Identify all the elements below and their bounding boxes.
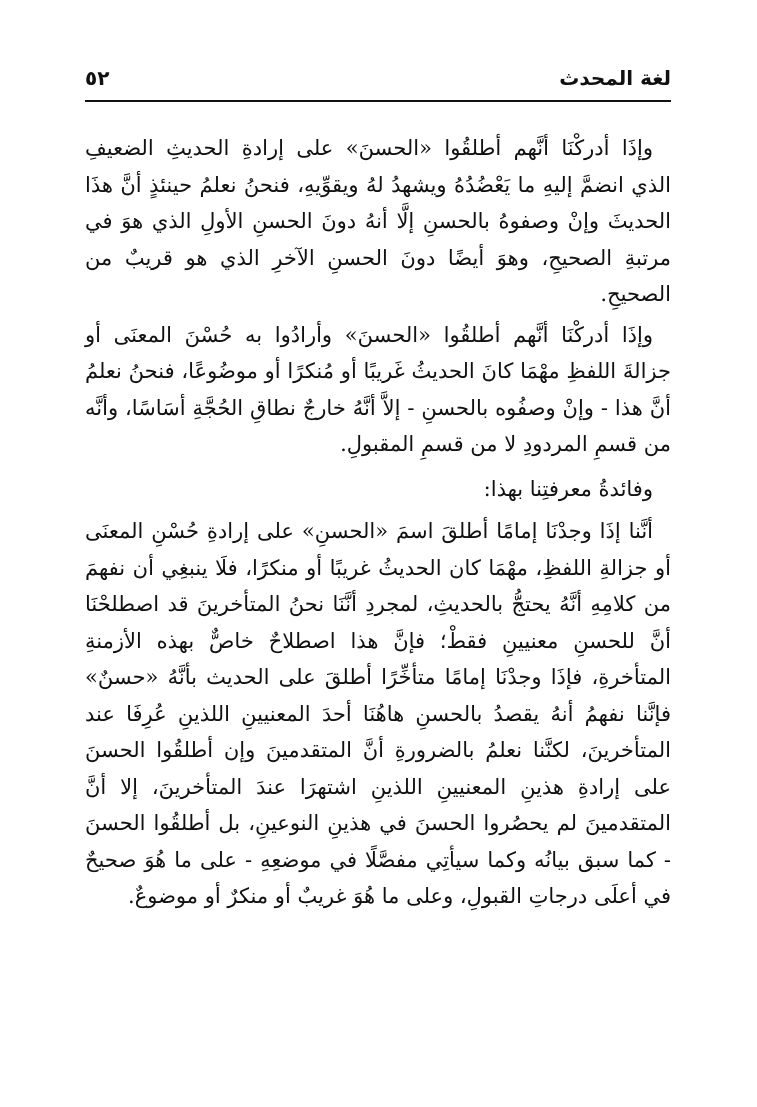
page-header	[85, 60, 671, 96]
paragraph: وإذَا أدركْنَا أنَّهم أطلقُوا «الحسنَ» وأرادُوا به حُسْنَ المعنَى أو جزالةَ اللفظِ مهْمَا كانَ الحديثُ غَريبًا أو مُنكرًا أو موضُوعًا، فنحنُ نعلمُ أنَّ هذا - وإنْ وصفُوه بالحسنِ - إلاَّ أنَّهُ خارجٌ نطاقِ الحُجَّةِ أسَاسًا، وأنَّه من قسمِ المردودِ لا من قسمِ المقبولِ.	[85, 322, 671, 456]
paragraph-lead-in: وفائدةُ معرفتِنا بهذا:	[483, 476, 653, 501]
paragraph: وإذَا أدركْنَا أنَّهم أطلقُوا «الحسنَ» على إرادةِ الحديثِ الضعيفِ الذي انضمَّ إليهِ ما يَعْضُدُهُ ويشهدُ لهُ ويقوِّيهِ، فنحنُ نعلمُ حينئذٍ أنَّ هذَا الحديثَ وإنْ وصفوهُ بالحسنِ إلَّا أنهُ دونَ الحسنِ الأولِ الذي هوَ في مرتبةِ الصحيحِ، وهوَ أيضًا دونَ الحسنِ الآخرِ الذي هو قريبٌ من الصحيحِ.	[85, 136, 671, 306]
page-body	[85, 130, 671, 915]
page-number: ٥٢	[85, 66, 110, 90]
header-rule	[85, 100, 671, 102]
paragraph: أنَّنا إذَا وجدْنَا إمامًا أطلقَ اسمَ «الحسنِ» على إرادةِ حُسْنِ المعنَى أو جزالةِ اللفظِ، مهْمَا كان الحديثُ غريبًا أو منكرًا، فلَا ينبغِي أن نفهمَ من كلامِهِ أنَّهُ يحتجُّ بالحديثِ، لمجردِ أنَّنَا نحنُ المتأخرينَ قد اصطلحْنَا أنَّ للحسنِ معنيينِ فقطْ؛ فإنَّ هذا اصطلاحٌ خاصٌّ بهذه الأزمنةِ المتأخرةِ، فإذَا وجدْنَا إمامًا متأخِّرًا أطلقَ على الحديث بأنَّهُ «حسنٌ» فإنَّنا نفهمُ أنهُ يقصدُ بالحسنِ هاهُنَا أحدَ المعنيينِ اللذينِ عُرِفَا عند المتأخرينَ، لكنَّنا نعلمُ بالضرورةِ أنَّ المتقدمينَ وإن أطلقُوا الحسنَ على إرادةِ هذينِ المعنيينِ اللذينِ اشتهرَا عندَ المتأخرينَ، إلا أنَّ المتقدمينَ لم يحصُروا الحسنَ في هذينِ النوعينِ، بل أطلقُوا الحسنَ - كما سبق بيانُه وكما سيأتِي مفصَّلًا في موضعِهِ - على ما هُوَ صحيحٌ في أعلَى درجاتِ القبولِ، وعلى ما هُوَ غريبٌ أو منكرٌ أو موضوعٌ.	[85, 519, 671, 908]
running-title: لغة المحدث	[559, 66, 671, 90]
